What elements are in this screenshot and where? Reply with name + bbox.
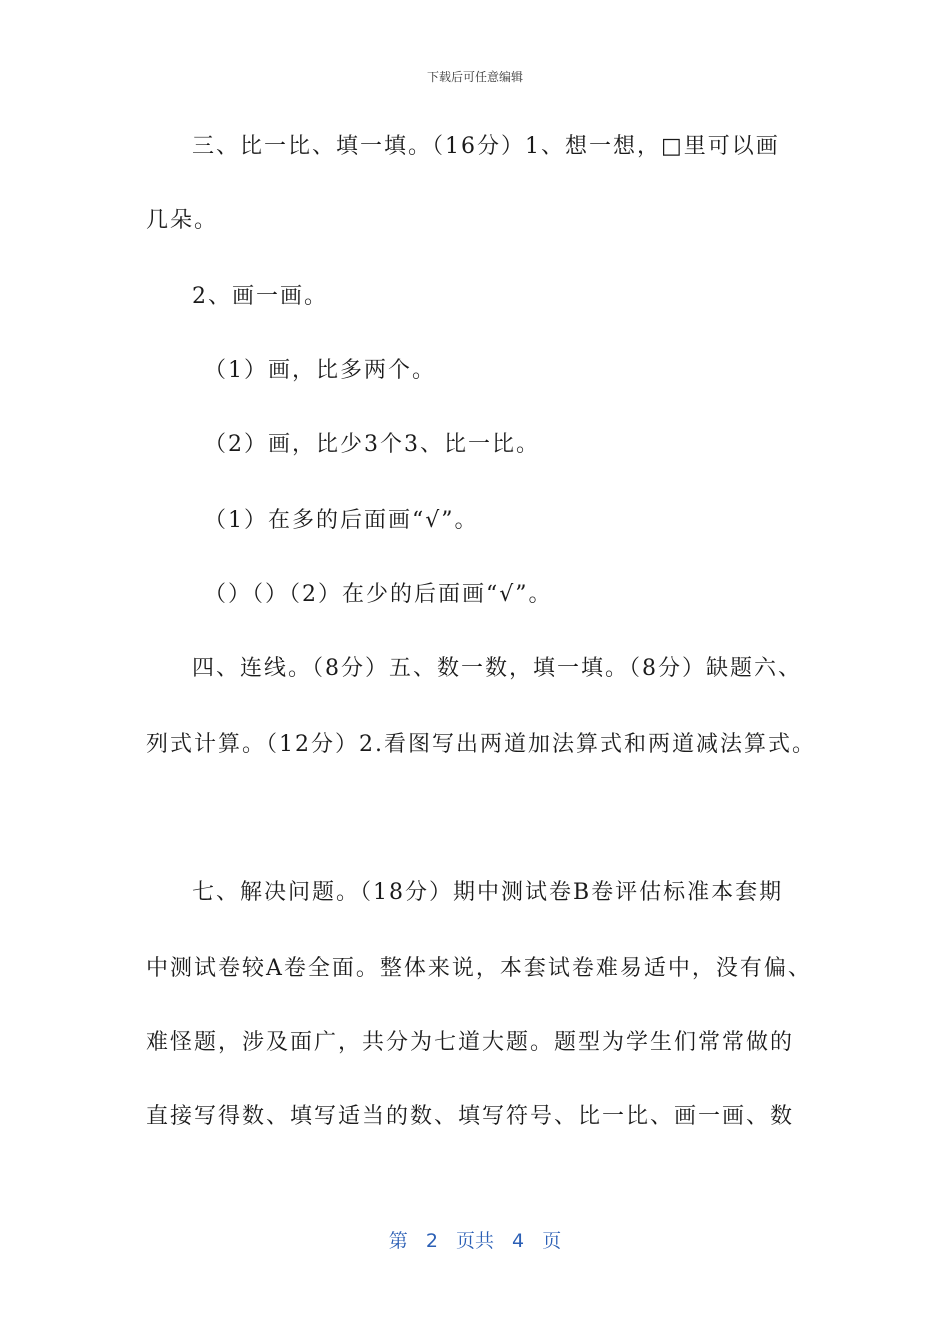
footer-prefix: 第 [388, 1230, 408, 1252]
page-number-footer [0, 1226, 950, 1253]
text-line: 直接写得数、填写适当的数、填写符号、比一比、画一画、数 [146, 1104, 795, 1129]
text-line: 列式计算。（12分）2.看图写出两道加法算式和两道减法算式。 [146, 732, 816, 757]
footer-middle: 页共 [455, 1230, 494, 1252]
current-page-number: 2 [425, 1230, 438, 1252]
text-line: 四、连线。（8分）五、数一数，填一填。（8分）缺题六、 [192, 656, 802, 681]
text-line: 中测试卷较A卷全面。整体来说，本套试卷难易适中，没有偏、 [146, 956, 812, 981]
page-header-note: 下载后可任意编辑 [426, 70, 523, 84]
text-line: （1）在多的后面画“√”。 [204, 508, 479, 533]
text-line: 几朵。 [146, 208, 219, 233]
text-line: 难怪题，涉及面广，共分为七道大题。题型为学生们常常做的 [146, 1030, 795, 1055]
text-line: 2、画一画。 [192, 284, 328, 309]
text-line: 三、比一比、填一填。（16分）1、想一想，□里可以画 [192, 134, 780, 159]
total-page-number: 4 [512, 1230, 525, 1252]
text-line: （2）画，比少3个3、比一比。 [204, 432, 540, 457]
text-line: （）（）（2）在少的后面画“√”。 [204, 582, 553, 607]
text-line: （1）画，比多两个。 [204, 358, 436, 383]
footer-suffix: 页 [542, 1230, 562, 1252]
text-line: 七、解决问题。（18分）期中测试卷B卷评估标准本套期 [192, 880, 784, 905]
